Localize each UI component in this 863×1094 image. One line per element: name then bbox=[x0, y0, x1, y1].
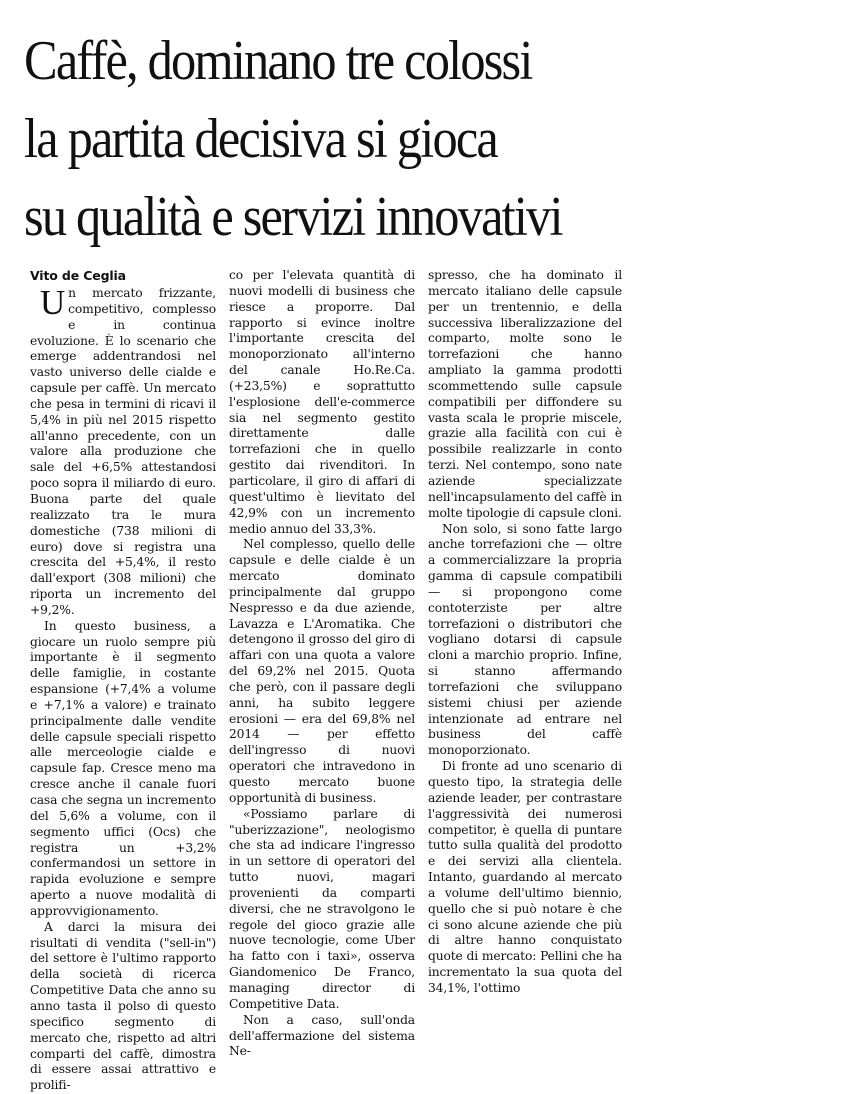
paragraph: co per l'elevata quantità di nuovi modelli di business che riesce a proporre. Dal rapporto si evince inoltre l'importante crescita del monoporzionato all'interno del canale Ho.Re.Ca. (+23,5%) e soprattutto l'esplosione dell'e-commerce sia nel segmento gestito direttamente dalle torrefazioni che in quello gestito dai rivenditori. In particolare, il giro di affari di quest'ultimo è lievitato del 42,9% con un incremento medio annuo del 33,3%. bbox=[229, 268, 415, 536]
headline-line-3: su qualità e servizi innovativi bbox=[24, 186, 562, 248]
paragraph: Non solo, si sono fatte largo anche torrefazioni che — oltre a commercializzare la propria gamma di capsule compatibili — si propongono come contoterziste per altre torrefazioni o distributori che vogliano dotarsi di capsule cloni a marchio proprio. Infine, si stanno affermando torrefazioni che sviluppano sistemi chiusi per aziende intenzionate ad entrare nel business del caffè monoporzionato. bbox=[428, 521, 622, 758]
headline bbox=[24, 22, 771, 256]
paragraph: Di fronte ad uno scenario di questo tipo, la strategia delle aziende leader, per contrastare l'aggressività dei numerosi competitor, è quella di puntare tutto sulla qualità del prodotto e dei servizi alla clientela. Intanto, guardando al mercato a volume dell'ultimo biennio, quello che si può notare è che ci sono alcune aziende che più di altre hanno conquistato quote di mercato: Pellini che ha incrementato la sua quota del 34,1%, l'ottimo bbox=[428, 759, 622, 995]
headline-line-1: Caffè, dominano tre colossi bbox=[24, 30, 532, 92]
headline-line-2: la partita decisiva si gioca bbox=[24, 108, 497, 170]
drop-cap: U bbox=[40, 283, 66, 322]
paragraph: spresso, che ha dominato il mercato italiano delle capsule per un trentennio, e della successiva liberalizzazione del comparto, molte sono le torrefazioni che hanno ampliato la gamma prodotti scommettendo sulle capsule compatibili per diffondere su vasta scala le proprie miscele, grazie alla facilità con cui è possibile realizzarle in conto terzi. Nel contempo, sono nate aziende specializzate nell'incapsulamento del caffè in molte tipologie di capsule cloni. bbox=[428, 268, 622, 520]
paragraph bbox=[30, 283, 216, 619]
article-column-1 bbox=[30, 268, 216, 1093]
article-column-3 bbox=[428, 268, 622, 1003]
paragraph: In questo business, a giocare un ruolo sempre più importante è il segmento delle famiglie, in costante espansione (+7,4% a volume e +7,1% a valore) e trainato principalmente dalle vendite delle capsule speciali rispetto alle merceologie cialde e capsule fap. Cresce meno ma cresce anche il canale fuori casa che segna un incremento del 5,6% a volume, con il segmento uffici (Ocs) che registra un +3,2% confermandosi un settore in rapida evoluzione e sempre aperto a nuove modalità di approvvigionamento. bbox=[30, 618, 216, 918]
paragraph: A darci la misura dei risultati di vendita ("sell-in") del settore è l'ultimo rapporto della società di ricerca Competitive Data che anno su anno tasta il polso di questo specifico segmento di mercato che, rispetto ad altri comparti del caffè, dimostra di essere assai attrattivo e prolifi- bbox=[30, 919, 216, 1093]
paragraph: Nel complesso, quello delle capsule e delle cialde è un mercato dominato principalmente dal gruppo Nespresso e da due aziende, Lavazza e L'Aromatika. Che detengono il grosso del giro di affari con una quota a valore del 69,2% nel 2015. Quota che però, con il passare degli anni, ha subito leggere erosioni — era del 69,8% nel 2014 — per effetto dell'ingresso di nuovi operatori che intravedono in questo mercato buone opportunità di business. bbox=[229, 537, 415, 805]
article-column-2 bbox=[229, 268, 415, 1059]
byline: Vito de Ceglia bbox=[30, 268, 126, 283]
paragraph-text: n mercato frizzante, competitivo, complesso e in continua evoluzione. È lo scenario che emerge addentrandosi nel vasto universo delle cialde e capsule per caffè. Un mercato che pesa in termini di ricavi il 5,4% in più nel 2015 rispetto all'anno precedente, con un valore alla produzione che sale del +6,5% attestandosi poco sopra il miliardo di euro. Buona parte del quale realizzato tra le mura domestiche (738 milioni di euro) dove si registra una crescita del +5,4%, il resto dall'export (308 milioni) che riporta un incremento del +9,2%. bbox=[30, 286, 216, 617]
paragraph: Non a caso, sull'onda dell'affermazione del sistema Ne- bbox=[229, 1012, 415, 1059]
paragraph: «Possiamo parlare di "uberizzazione", neologismo che sta ad indicare l'ingresso in un settore di operatori del tutto nuovi, magari provenienti da comparti diversi, che ne stravolgono le regole del gioco grazie alle nuove tecnologie, come Uber ha fatto con i taxi», osserva Giandomenico De Franco, managing director di Competitive Data. bbox=[229, 806, 415, 1011]
